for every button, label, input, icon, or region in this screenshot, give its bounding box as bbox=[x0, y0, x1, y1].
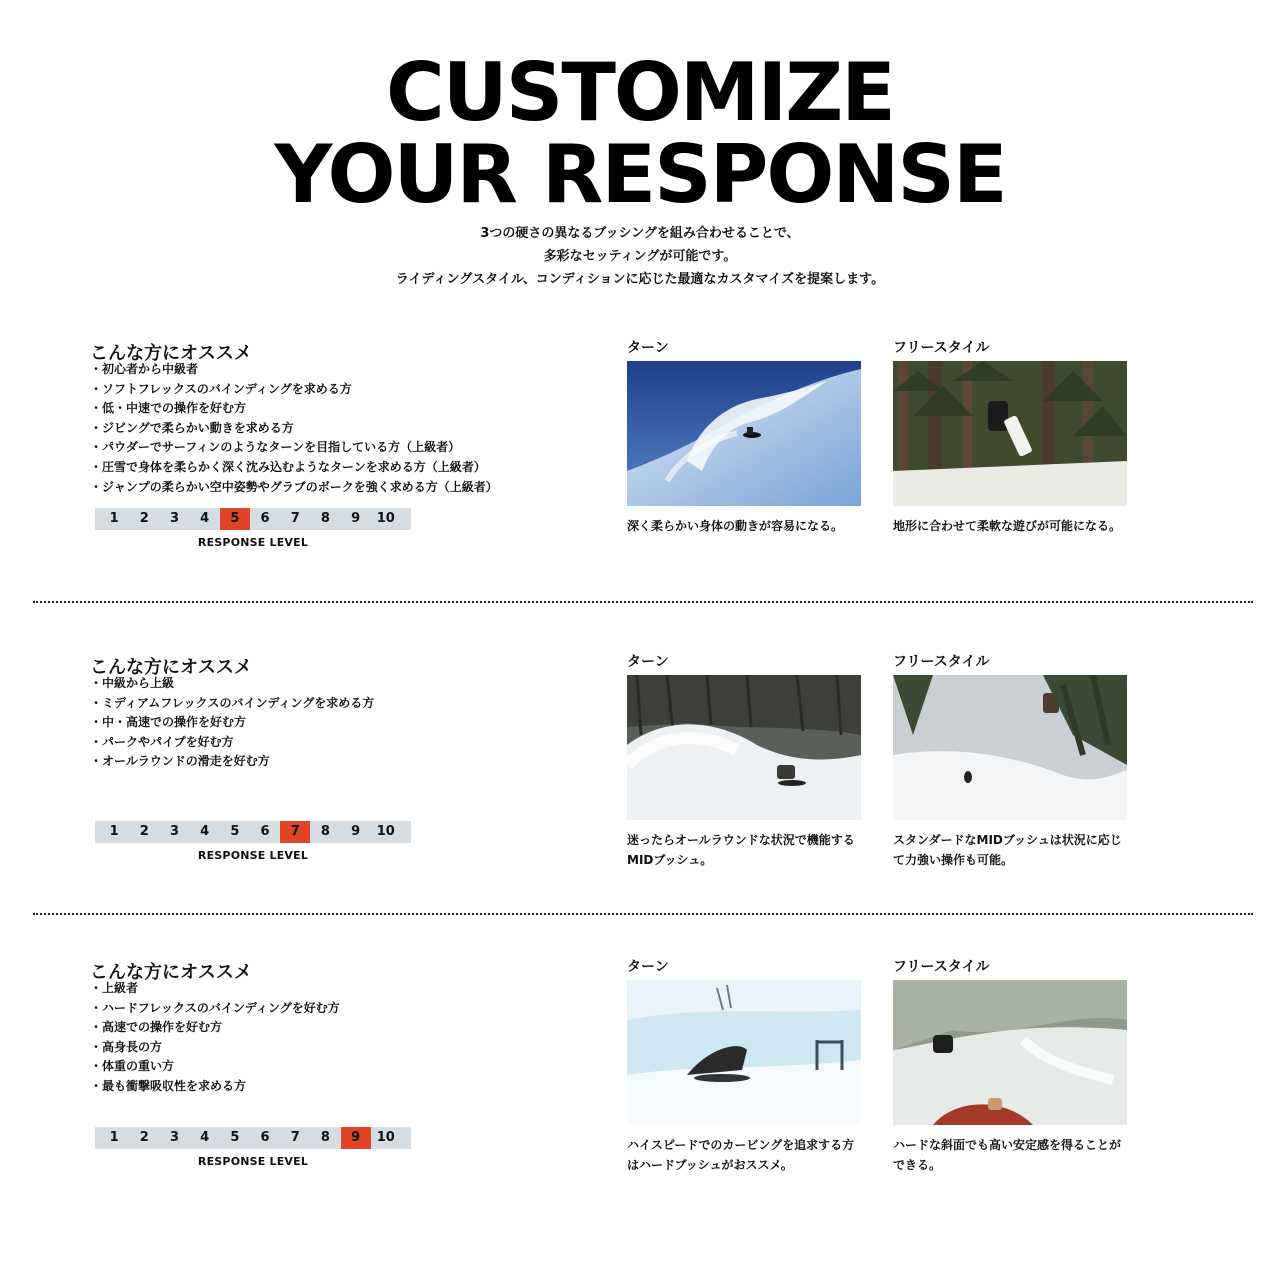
response-level-cell: 2 bbox=[139, 511, 149, 526]
freestyle-card bbox=[893, 336, 1127, 536]
section-mid bbox=[0, 650, 1280, 950]
response-level-cell: 10 bbox=[376, 1130, 395, 1145]
list-item: ・ パークやパイプを好む方 bbox=[90, 733, 374, 753]
list-item: ・ 体重の重い方 bbox=[90, 1057, 340, 1077]
response-level-cell-active: 9 bbox=[341, 1127, 371, 1149]
response-level-cell: 6 bbox=[260, 824, 270, 839]
freestyle-label: フリースタイル bbox=[893, 340, 990, 356]
response-level-label: RESPONSE LEVEL bbox=[197, 536, 309, 549]
response-level-cell: 10 bbox=[376, 824, 395, 839]
page-title bbox=[0, 46, 1280, 221]
turn-photo-powder-spray bbox=[627, 361, 861, 506]
response-level-cell: 8 bbox=[320, 824, 330, 839]
recommend-title: こんな方にオススメ bbox=[90, 343, 252, 364]
freestyle-caption: スタンダードなMIDブッシュは状況に応じて力強い操作も可能。 bbox=[893, 833, 1122, 867]
response-level-cell: 3 bbox=[169, 1130, 179, 1145]
section-divider bbox=[33, 601, 1253, 603]
turn-card bbox=[627, 650, 861, 870]
turn-caption: 迷ったらオールラウンドな状況で機能するMIDブッシュ。 bbox=[627, 833, 855, 867]
list-item: ・ ジャンプの柔らかい空中姿勢やグラブのボークを強く求める方（上級者） bbox=[90, 478, 498, 498]
list-item: ・ パウダーでサーフィンのようなターンを目指している方（上級者） bbox=[90, 438, 498, 458]
list-item: ・ 中・高速での操作を好む方 bbox=[90, 713, 374, 733]
response-level-cell: 3 bbox=[169, 511, 179, 526]
response-level-cell: 5 bbox=[230, 1130, 240, 1145]
freestyle-photo-forest-jump bbox=[893, 361, 1127, 506]
response-level-cell: 8 bbox=[320, 511, 330, 526]
freestyle-card bbox=[893, 955, 1127, 1175]
intro-text bbox=[0, 222, 1280, 291]
list-item: ・ 低・中速での操作を好む方 bbox=[90, 399, 498, 419]
response-level-cell: 8 bbox=[320, 1130, 330, 1145]
intro-line: ライディングスタイル、コンディションに応じた最適なカスタマイズを提案します。 bbox=[395, 272, 885, 287]
turn-card bbox=[627, 955, 861, 1175]
freestyle-caption: ハードな斜面でも高い安定感を得ることができる。 bbox=[893, 1138, 1122, 1172]
freestyle-photo-tree-jump bbox=[893, 675, 1127, 820]
section-hard bbox=[0, 955, 1280, 1255]
response-level-label: RESPONSE LEVEL bbox=[197, 849, 309, 862]
response-level-cell: 6 bbox=[260, 1130, 270, 1145]
turn-label: ターン bbox=[627, 959, 669, 975]
intro-line: 3つの硬さの異なるブッシングを組み合わせることで、 bbox=[480, 226, 800, 241]
list-item: ・ 初心者から中級者 bbox=[90, 360, 498, 380]
response-level-label: RESPONSE LEVEL bbox=[197, 1155, 309, 1168]
list-item: ・ オールラウンドの滑走を好む方 bbox=[90, 752, 374, 772]
list-item: ・ 中級から上級 bbox=[90, 674, 374, 694]
response-level-cell-active: 7 bbox=[280, 821, 310, 843]
response-level-cell: 9 bbox=[351, 824, 361, 839]
list-item: ・ 高速での操作を好む方 bbox=[90, 1018, 340, 1038]
freestyle-label: フリースタイル bbox=[893, 959, 990, 975]
freestyle-label: フリースタイル bbox=[893, 654, 990, 670]
response-level-cell: 4 bbox=[200, 511, 210, 526]
turn-label: ターン bbox=[627, 340, 669, 356]
recommend-title: こんな方にオススメ bbox=[90, 962, 252, 983]
response-level-bar bbox=[95, 821, 411, 843]
response-level-bar bbox=[95, 1127, 411, 1149]
list-item: ・ 高身長の方 bbox=[90, 1038, 340, 1058]
freestyle-card bbox=[893, 650, 1127, 870]
recommend-list bbox=[90, 979, 340, 1097]
list-item: ・ 圧雪で身体を柔らかく深く沈み込むようなターンを求める方（上級者） bbox=[90, 458, 498, 478]
response-level-cell: 1 bbox=[109, 824, 119, 839]
turn-caption: ハイスピードでのカービングを追求する方はハードブッシュがおススメ。 bbox=[627, 1138, 855, 1172]
response-level-cell-active: 5 bbox=[220, 508, 250, 530]
recommend-list bbox=[90, 360, 498, 497]
turn-photo-carving bbox=[627, 980, 861, 1125]
turn-card bbox=[627, 336, 861, 536]
list-item: ・ ソフトフレックスのバインディングを求める方 bbox=[90, 380, 498, 400]
title-line-2: YOUR RESPONSE bbox=[274, 128, 1006, 221]
response-level-cell: 4 bbox=[200, 1130, 210, 1145]
response-level-cell: 9 bbox=[351, 511, 361, 526]
freestyle-caption: 地形に合わせて柔軟な遊びが可能になる。 bbox=[893, 519, 1122, 533]
turn-label: ターン bbox=[627, 654, 669, 670]
intro-line: 多彩なセッティングが可能です。 bbox=[543, 249, 737, 264]
list-item: ・ 上級者 bbox=[90, 979, 340, 999]
title-line-1: CUSTOMIZE bbox=[386, 46, 894, 139]
response-level-cell: 2 bbox=[139, 824, 149, 839]
response-level-cell: 6 bbox=[260, 511, 270, 526]
response-level-cell: 2 bbox=[139, 1130, 149, 1145]
section-soft bbox=[0, 336, 1280, 636]
list-item: ・ 最も衝撃吸収性を求める方 bbox=[90, 1077, 340, 1097]
list-item: ・ ミディアムフレックスのバインディングを求める方 bbox=[90, 694, 374, 714]
response-level-cell: 1 bbox=[109, 1130, 119, 1145]
recommend-title: こんな方にオススメ bbox=[90, 657, 252, 678]
section-divider bbox=[33, 913, 1253, 915]
response-level-bar bbox=[95, 508, 411, 530]
freestyle-photo-steep-slope bbox=[893, 980, 1127, 1125]
response-level-cell: 10 bbox=[376, 511, 395, 526]
response-level-cell: 7 bbox=[290, 1130, 300, 1145]
response-level-cell: 5 bbox=[230, 824, 240, 839]
response-level-cell: 1 bbox=[109, 511, 119, 526]
turn-caption: 深く柔らかい身体の動きが容易になる。 bbox=[627, 519, 844, 533]
list-item: ・ ハードフレックスのバインディングを好む方 bbox=[90, 999, 340, 1019]
response-level-cell: 7 bbox=[290, 511, 300, 526]
recommend-list bbox=[90, 674, 374, 772]
list-item: ・ ジビングで柔らかい動きを求める方 bbox=[90, 419, 498, 439]
turn-photo-forest-powder bbox=[627, 675, 861, 820]
response-level-cell: 3 bbox=[169, 824, 179, 839]
response-level-cell: 4 bbox=[200, 824, 210, 839]
